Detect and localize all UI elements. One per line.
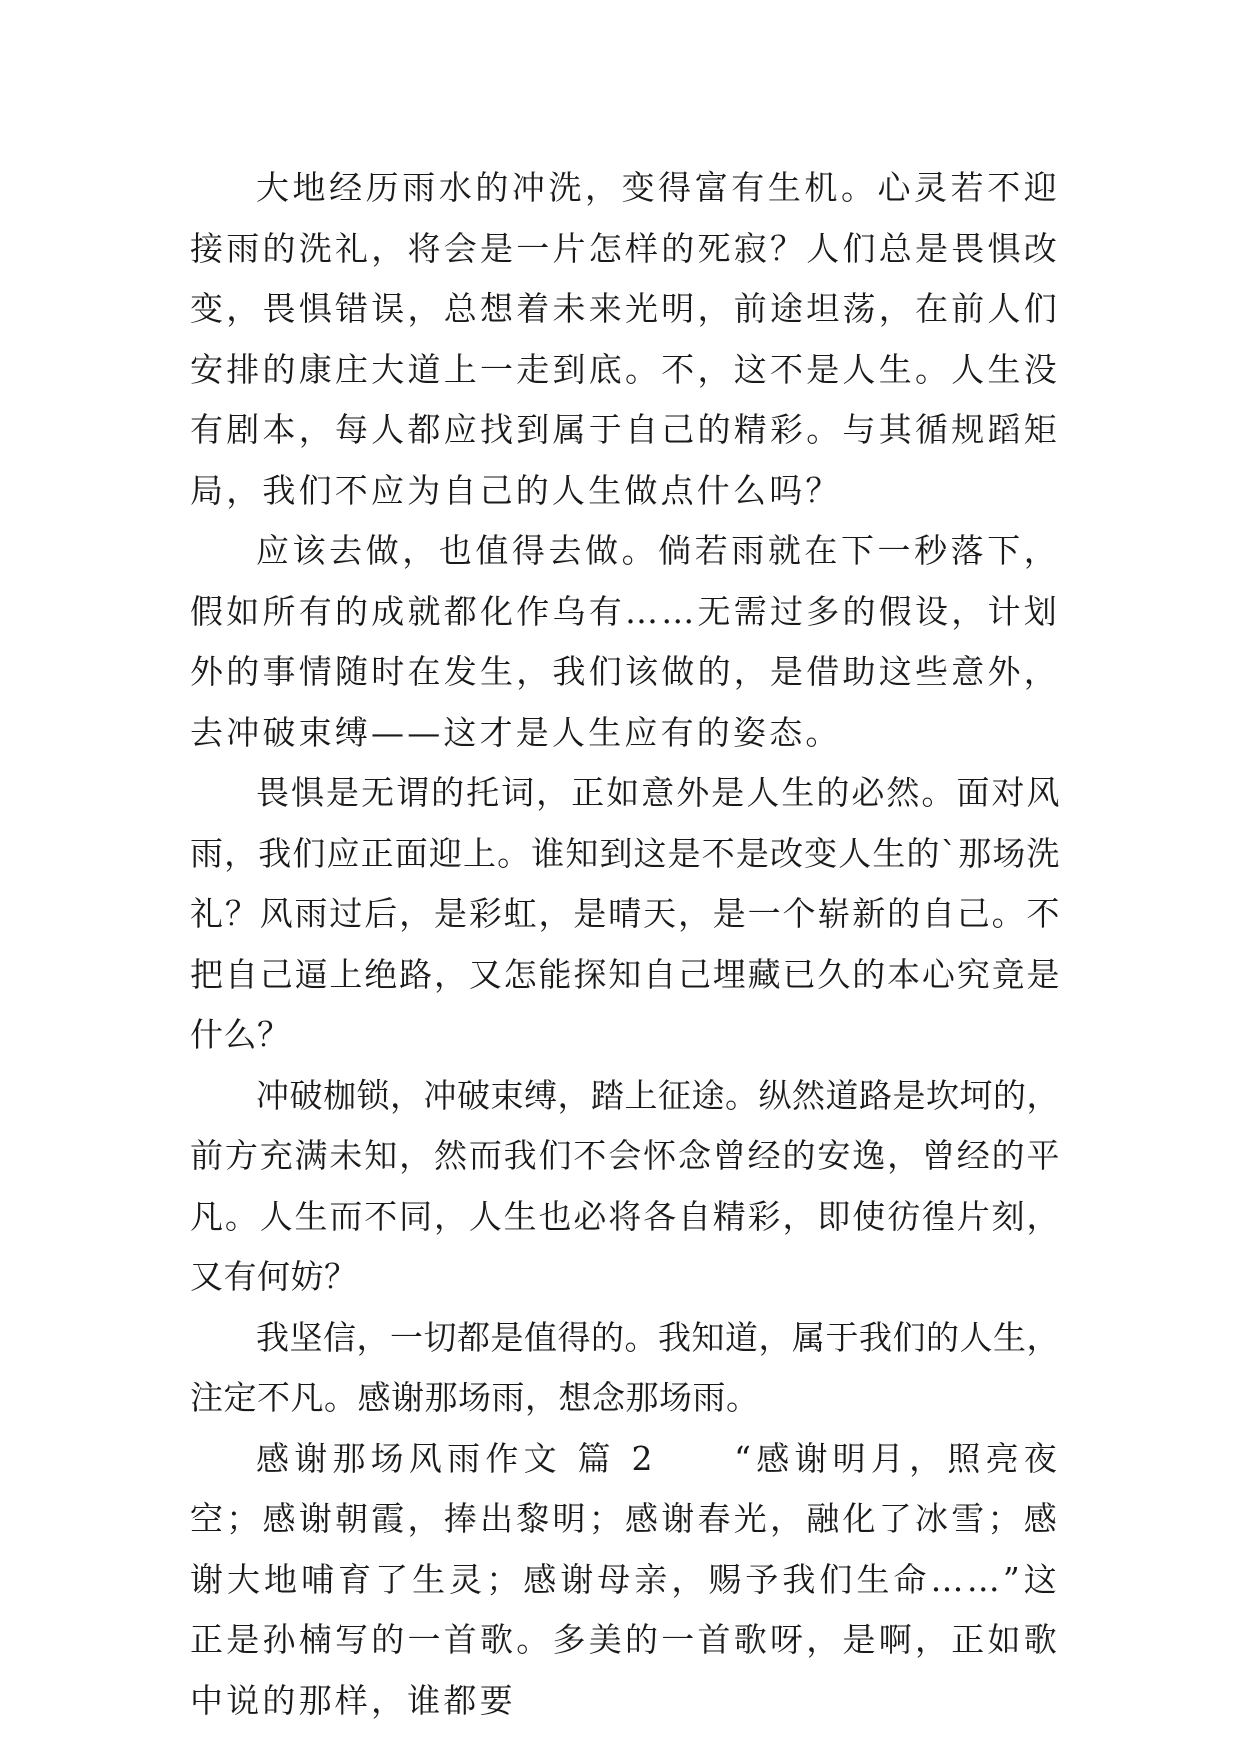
- paragraph-2: 应该去做，也值得去做。倘若雨就在下一秒落下，假如所有的成就都化作乌有……无需过多的假设，计划外的事情随时在发生，我们该做的，是借助这些意外，去冲破束缚——这才是人生应有的姿态。: [190, 531, 1060, 752]
- paragraph-3: 畏惧是无谓的托词，正如意外是人生的必然。面对风雨，我们应正面迎上。谁知到这是不是改变人生的`那场洗礼？风雨过后，是彩虹，是晴天，是一个崭新的自己。不把自己逼上绝路，又怎能探知自己埋藏已久的本心究竟是什么？: [190, 773, 1060, 1054]
- essay-body: [190, 158, 1060, 1731]
- paragraph-4: 冲破枷锁，冲破束缚，踏上征途。纵然道路是坎坷的，前方充满未知，然而我们不会怀念曾经的安逸，曾经的平凡。人生而不同，人生也必将各自精彩，即使彷徨片刻，又有何妨？: [190, 1075, 1060, 1296]
- paragraph-6: 感谢那场风雨作文 篇 2 “感谢明月，照亮夜空；感谢朝霞，捧出黎明；感谢春光，融化了冰雪；感谢大地哺育了生灵；感谢母亲，赐予我们生命……”这正是孙楠写的一首歌。多美的一首歌呀，是啊，正如歌中说的那样，谁都要: [190, 1438, 1060, 1720]
- paragraph-5: 我坚信，一切都是值得的。我知道，属于我们的人生，注定不凡。感谢那场雨，想念那场雨。: [190, 1317, 1060, 1417]
- paragraph-1: 大地经历雨水的冲洗，变得富有生机。心灵若不迎接雨的洗礼，将会是一片怎样的死寂？人们总是畏惧改变，畏惧错误，总想着未来光明，前途坦荡，在前人们安排的康庄大道上一走到底。不，这不是人生。人生没有剧本，每人都应找到属于自己的精彩。与其循规蹈矩局，我们不应为自己的人生做点什么吗？: [190, 168, 1060, 510]
